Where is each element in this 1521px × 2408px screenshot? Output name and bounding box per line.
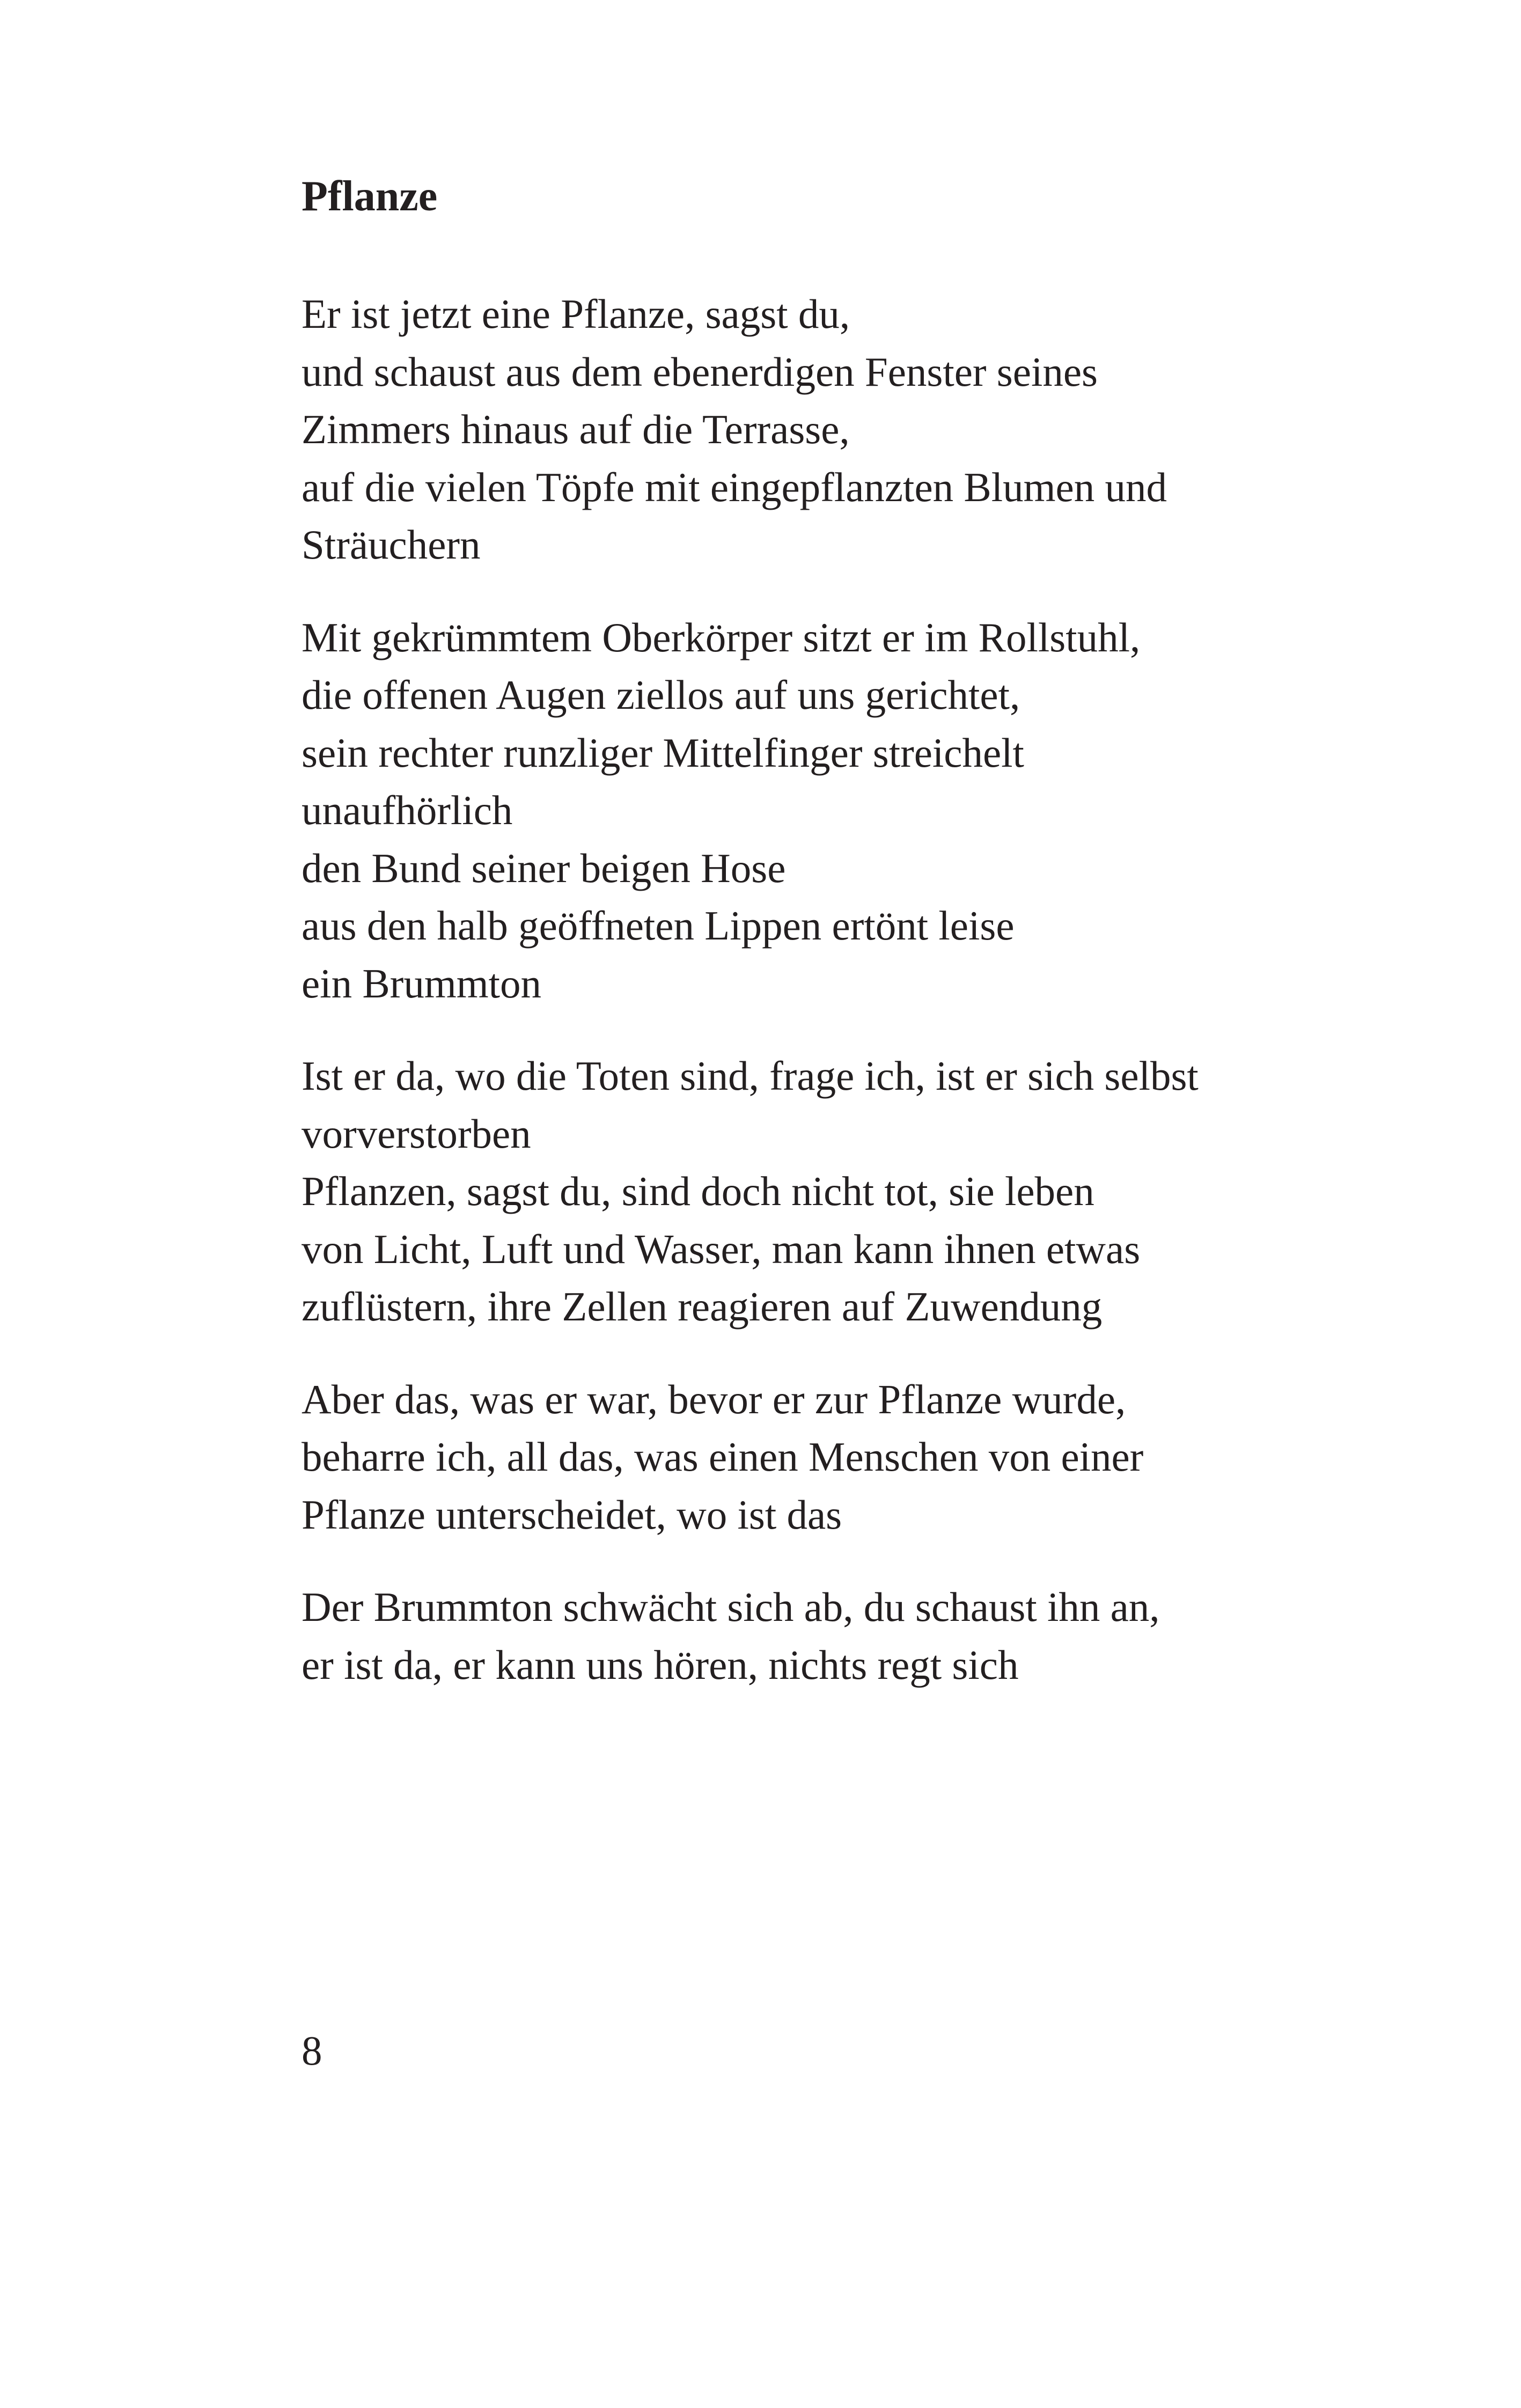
poem-line: beharre ich, all das, was einen Menschen von einer [302,1434,1144,1480]
poem-line: Pflanze unterscheidet, wo ist das [302,1491,842,1538]
poem-line: zuflüstern, ihre Zellen reagieren auf Zuwendung [302,1283,1103,1330]
poem-line: unaufhörlich [302,787,513,833]
poem-line: aus den halb geöffneten Lippen ertönt leise [302,902,1015,949]
stanza-2 [302,609,1455,1013]
poem-body [302,285,1455,1729]
poem-line: Er ist jetzt eine Pflanze, sagst du, [302,291,850,337]
poem-line: er ist da, er kann uns hören, nichts regt sich [302,1641,1019,1688]
poem-line: Sträuchern [302,522,481,568]
poem-line: Der Brummton schwächt sich ab, du schaust ihn an, [302,1584,1160,1630]
poem-line: Aber das, was er war, bevor er zur Pflanze wurde, [302,1376,1126,1422]
stanza-4 [302,1371,1455,1544]
poem-line: Zimmers hinaus auf die Terrasse, [302,406,850,452]
poem-line: Mit gekrümmtem Oberkörper sitzt er im Rollstuhl, [302,614,1141,660]
poem-line: sein rechter runzliger Mittelfinger streichelt [302,729,1024,776]
poem-line: von Licht, Luft und Wasser, man kann ihnen etwas [302,1225,1141,1272]
poem-line: die offenen Augen ziellos auf uns gerichtet, [302,672,1020,718]
page-number: 8 [302,2028,322,2074]
stanza-5 [302,1579,1455,1694]
poem-line: und schaust aus dem ebenerdigen Fenster seines [302,348,1098,395]
poem-line: ein Brummton [302,960,541,1007]
poem-line: vorverstorben [302,1110,531,1157]
poem-line: den Bund seiner beigen Hose [302,845,786,891]
poem-line: Pflanzen, sagst du, sind doch nicht tot, sie leben [302,1168,1094,1214]
poem-line: Ist er da, wo die Toten sind, frage ich, ist er sich selbst [302,1053,1199,1099]
stanza-3 [302,1047,1455,1336]
poem-title: Pflanze [302,173,438,220]
stanza-1 [302,285,1455,574]
poem-line: auf die vielen Töpfe mit eingepflanzten Blumen und [302,464,1167,510]
